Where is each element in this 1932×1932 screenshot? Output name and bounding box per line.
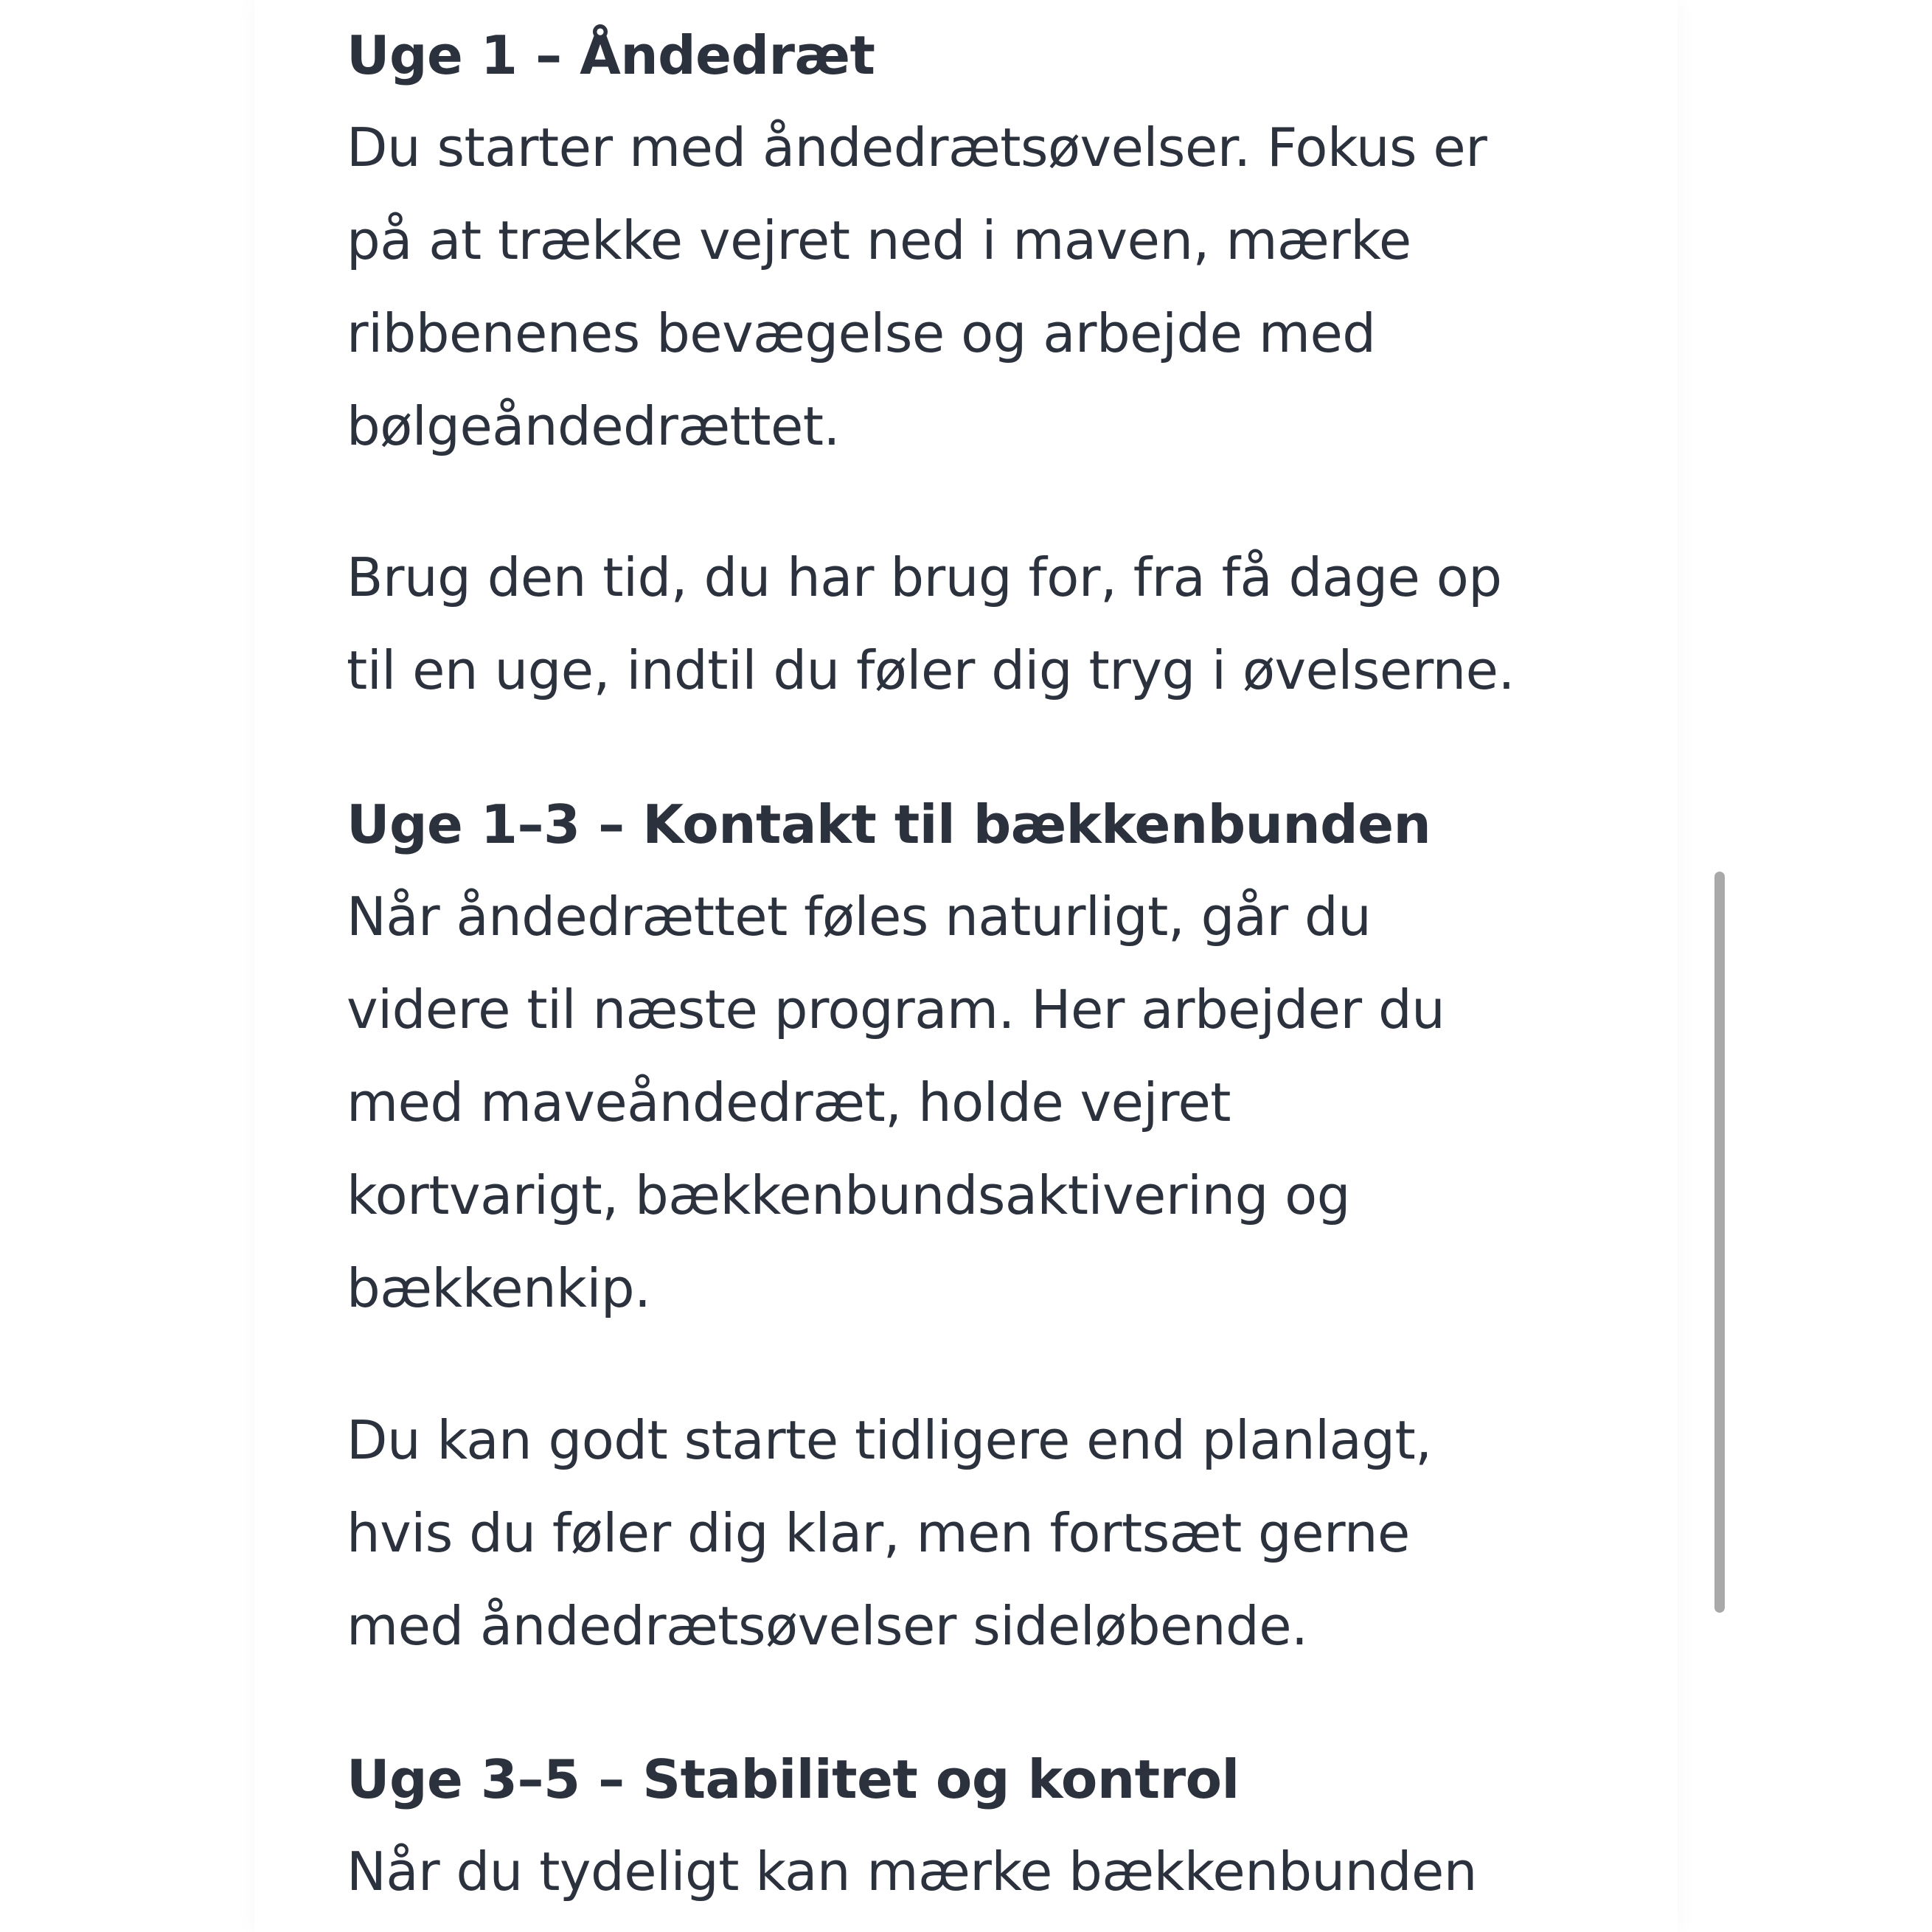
text-line: med åndedrætsøvelser sideløbende. — [347, 1595, 1308, 1657]
section-2-paragraph-2 — [347, 1394, 1432, 1672]
section-3-paragraph-1 — [347, 1825, 1477, 1918]
text-line: til en uge, indtil du føler dig tryg i øvelserne. — [347, 639, 1515, 701]
text-line: på at trække vejret ned i maven, mærke — [347, 209, 1411, 271]
text-line: kortvarigt, bækkenbundsaktivering og — [347, 1164, 1350, 1226]
section-1-paragraph-2 — [347, 531, 1515, 717]
section-1-paragraph-1 — [347, 101, 1487, 473]
section-title-uge-1-3: Uge 1–3 – Kontakt til bækkenbunden — [347, 793, 1431, 855]
text-line: Når åndedrættet føles naturligt, går du — [347, 886, 1372, 948]
text-line: hvis du føler dig klar, men fortsæt gerne — [347, 1502, 1410, 1564]
text-line: Du kan godt starte tidligere end planlagt, — [347, 1409, 1432, 1471]
section-title-uge-3-5: Uge 3–5 – Stabilitet og kontrol — [347, 1748, 1240, 1810]
section-2-paragraph-1 — [347, 870, 1445, 1335]
text-line: videre til næste program. Her arbejder du — [347, 979, 1445, 1040]
text-line: Når du tydeligt kan mærke bækkenbunden — [347, 1841, 1477, 1903]
text-line: ribbenenes bevægelse og arbejde med — [347, 302, 1376, 364]
text-line: bølgeåndedrættet. — [347, 395, 840, 457]
text-line: med maveåndedræt, holde vejret — [347, 1071, 1231, 1133]
section-title-uge-1: Uge 1 – Åndedræt — [347, 24, 875, 86]
vertical-scrollbar-thumb[interactable] — [1714, 872, 1725, 1613]
text-line: bækkenkip. — [347, 1257, 651, 1319]
text-line: Brug den tid, du har brug for, fra få dage op — [347, 546, 1502, 608]
text-line: Du starter med åndedrætsøvelser. Fokus er — [347, 117, 1487, 178]
